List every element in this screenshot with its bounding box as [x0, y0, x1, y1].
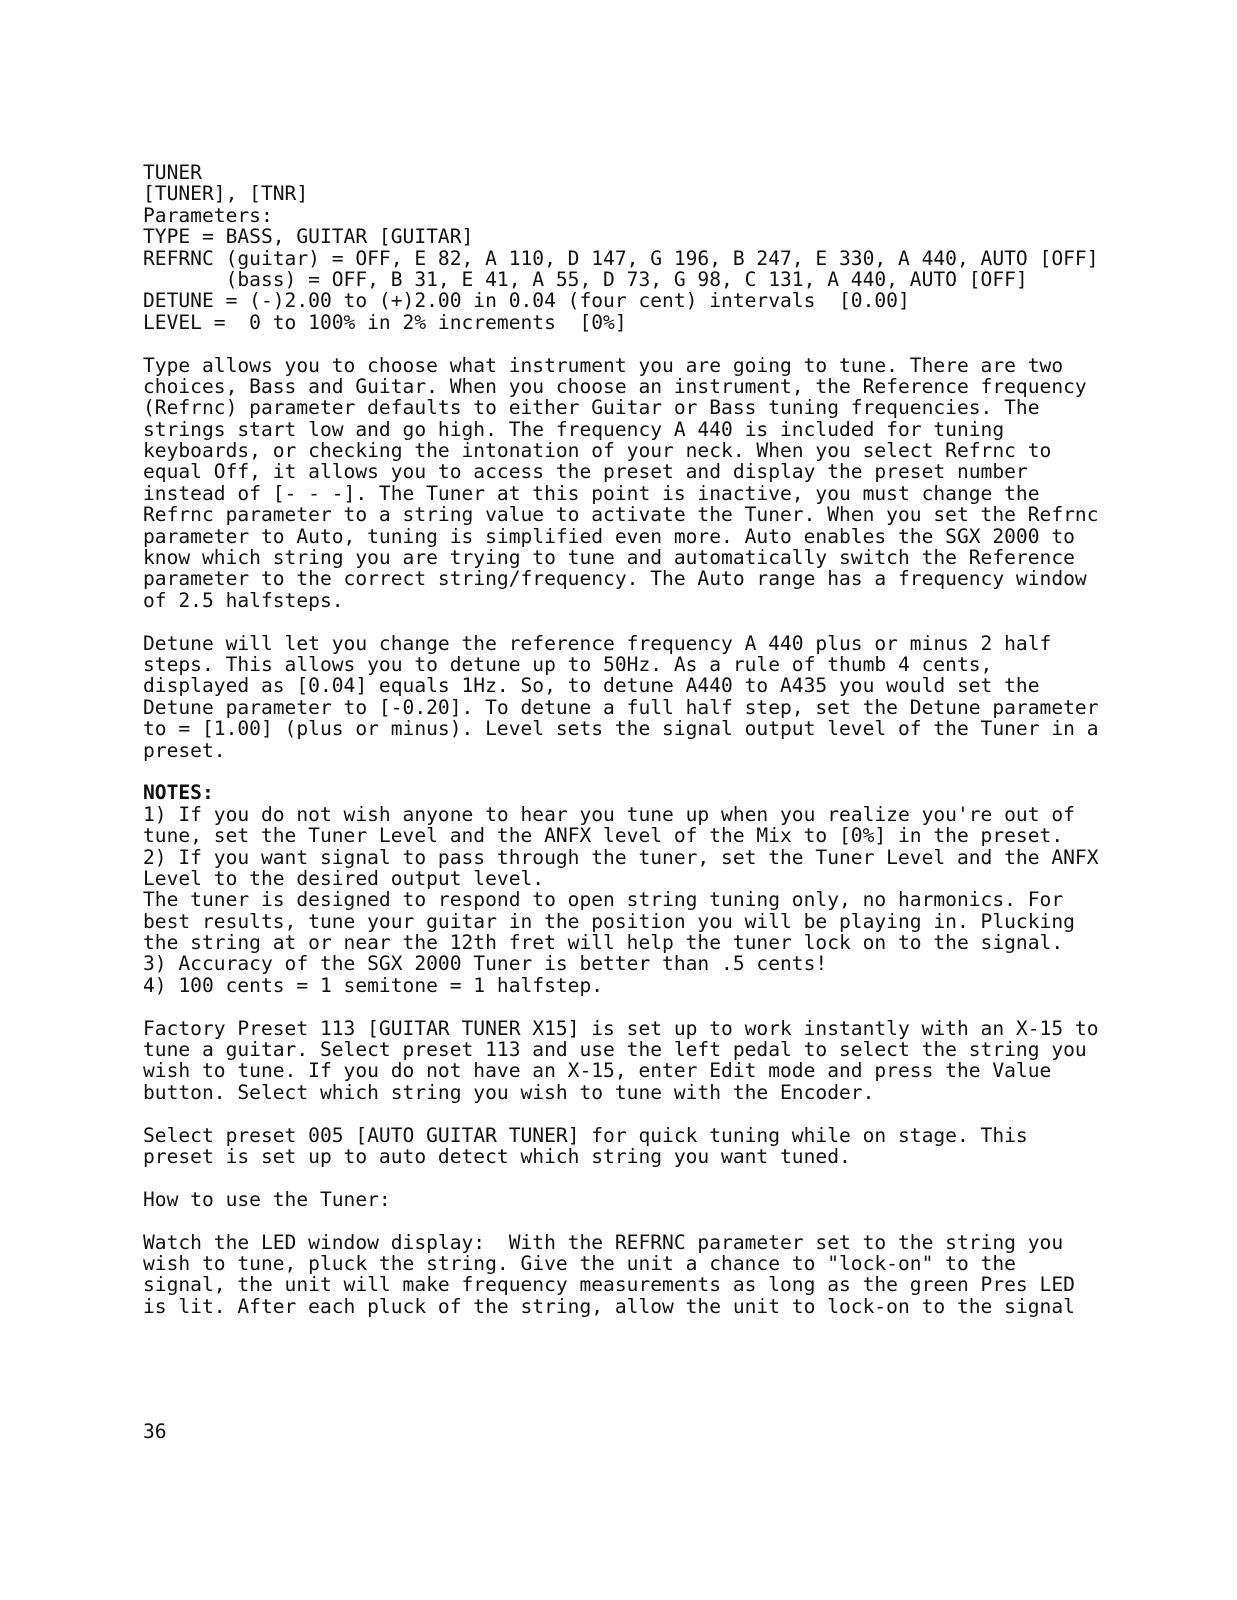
preset-005-paragraph — [143, 1125, 1143, 1168]
note-line: The tuner is designed to respond to open string tuning only, no harmonics. For — [143, 888, 1064, 912]
spacer — [143, 761, 1143, 782]
detune-paragraph — [143, 633, 1143, 761]
howto-paragraph — [143, 1232, 1143, 1318]
paragraph-line: (Refrnc) parameter defaults to either Guitar or Bass tuning frequencies. The — [143, 396, 1040, 420]
paragraph-line: signal, the unit will make frequency measurements as long as the green Pres LED — [143, 1273, 1075, 1297]
paragraph-line: displayed as [0.04] equals 1Hz. So, to detune A440 to A435 you would set the — [143, 674, 1040, 698]
paragraph-line: of 2.5 halfsteps. — [143, 588, 344, 612]
paragraph-line: Detune will let you change the reference frequency A 440 plus or minus 2 half — [143, 631, 1052, 655]
note-line: Level to the desired output level. — [143, 866, 545, 890]
paragraph-line: preset is set up to auto detect which string you want tuned. — [143, 1144, 851, 1168]
spacer — [143, 1103, 1143, 1124]
paragraph-line: parameter to the correct string/frequency. The Auto range has a frequency window — [143, 567, 1087, 591]
paragraph-line: Factory Preset 113 [GUITAR TUNER X15] is set up to work instantly with an X-15 to — [143, 1016, 1099, 1040]
note-line: 2) If you want signal to pass through the tuner, set the Tuner Level and the ANFX — [143, 845, 1099, 869]
paragraph-line: preset. — [143, 738, 226, 762]
paragraph-line: keyboards, or checking the intonation of your neck. When you select Refrnc to — [143, 439, 1052, 463]
note-line: best results, tune your guitar in the position you will be playing in. Plucking — [143, 909, 1075, 933]
spacer — [143, 1167, 1143, 1188]
note-line: 4) 100 cents = 1 semitone = 1 halfstep. — [143, 973, 604, 997]
parameter-line: TYPE = BASS, GUITAR [GUITAR] — [143, 225, 474, 249]
paragraph-line: Select preset 005 [AUTO GUITAR TUNER] for quick tuning while on stage. This — [143, 1123, 1028, 1147]
paragraph-line: strings start low and go high. The frequency A 440 is included for tuning — [143, 417, 1005, 441]
paragraph-line: Detune parameter to [-0.20]. To detune a full half step, set the Detune parameter — [143, 695, 1099, 719]
notes-heading: NOTES: — [143, 781, 214, 805]
notes-list — [143, 804, 1143, 997]
spacer — [143, 333, 1143, 354]
paragraph-line: to = [1.00] (plus or minus). Level sets the signal output level of the Tuner in a — [143, 717, 1099, 741]
paragraph-line: tune a guitar. Select preset 113 and use the left pedal to select the string you — [143, 1038, 1087, 1062]
paragraph-line: parameter to Auto, tuning is simplified even more. Auto enables the SGX 2000 to — [143, 524, 1075, 548]
type-paragraph — [143, 355, 1143, 612]
parameter-line: DETUNE = (-)2.00 to (+)2.00 in 0.04 (four cent) intervals [0.00] — [143, 289, 910, 313]
paragraph-line: wish to tune. If you do not have an X-15, enter Edit mode and press the Value — [143, 1059, 1052, 1083]
parameters-heading: Parameters: — [143, 203, 273, 227]
page-number: 36 — [143, 1420, 167, 1443]
parameter-line: REFRNC (guitar) = OFF, E 82, A 110, D 147, G 196, B 247, E 330, A 440, AUTO [OFF] — [143, 246, 1099, 270]
note-line: 1) If you do not wish anyone to hear you tune up when you realize you're out of — [143, 802, 1075, 826]
paragraph-line: equal Off, it allows you to access the preset and display the preset number — [143, 460, 1028, 484]
paragraph-line: Watch the LED window display: With the REFRNC parameter set to the string you — [143, 1230, 1064, 1254]
spacer — [143, 611, 1143, 632]
note-line: tune, set the Tuner Level and the ANFX level of the Mix to [0%] in the preset. — [143, 824, 1064, 848]
parameter-line: (bass) = OFF, B 31, E 41, A 55, D 73, G 98, C 131, A 440, AUTO [OFF] — [143, 267, 1028, 291]
paragraph-line: steps. This allows you to detune up to 50Hz. As a rule of thumb 4 cents, — [143, 652, 993, 676]
paragraph-line: choices, Bass and Guitar. When you choose an instrument, the Reference frequency — [143, 374, 1087, 398]
document-page — [143, 162, 1143, 1317]
spacer — [143, 996, 1143, 1017]
note-line: 3) Accuracy of the SGX 2000 Tuner is better than .5 cents! — [143, 952, 828, 976]
howto-heading: How to use the Tuner: — [143, 1187, 391, 1211]
paragraph-line: instead of [- - -]. The Tuner at this point is inactive, you must change the — [143, 481, 1040, 505]
paragraph-line: is lit. After each pluck of the string, allow the unit to lock-on to the signal — [143, 1294, 1075, 1318]
section-title: TUNER — [143, 161, 202, 184]
spacer — [143, 1210, 1143, 1231]
paragraph-line: wish to tune, pluck the string. Give the unit a chance to "lock-on" to the — [143, 1251, 1016, 1275]
note-line: the string at or near the 12th fret will help the tuner lock on to the signal. — [143, 931, 1064, 955]
factory-preset-paragraph — [143, 1018, 1143, 1104]
parameter-list — [143, 226, 1143, 333]
paragraph-line: Type allows you to choose what instrument you are going to tune. There are two — [143, 353, 1064, 377]
parameter-line: LEVEL = 0 to 100% in 2% increments [0%] — [143, 310, 627, 334]
section-aliases: [TUNER], [TNR] — [143, 182, 309, 206]
paragraph-line: know which string you are trying to tune and automatically switch the Reference — [143, 546, 1075, 570]
paragraph-line: Refrnc parameter to a string value to activate the Tuner. When you set the Refrnc — [143, 503, 1099, 527]
paragraph-line: button. Select which string you wish to tune with the Encoder. — [143, 1080, 875, 1104]
